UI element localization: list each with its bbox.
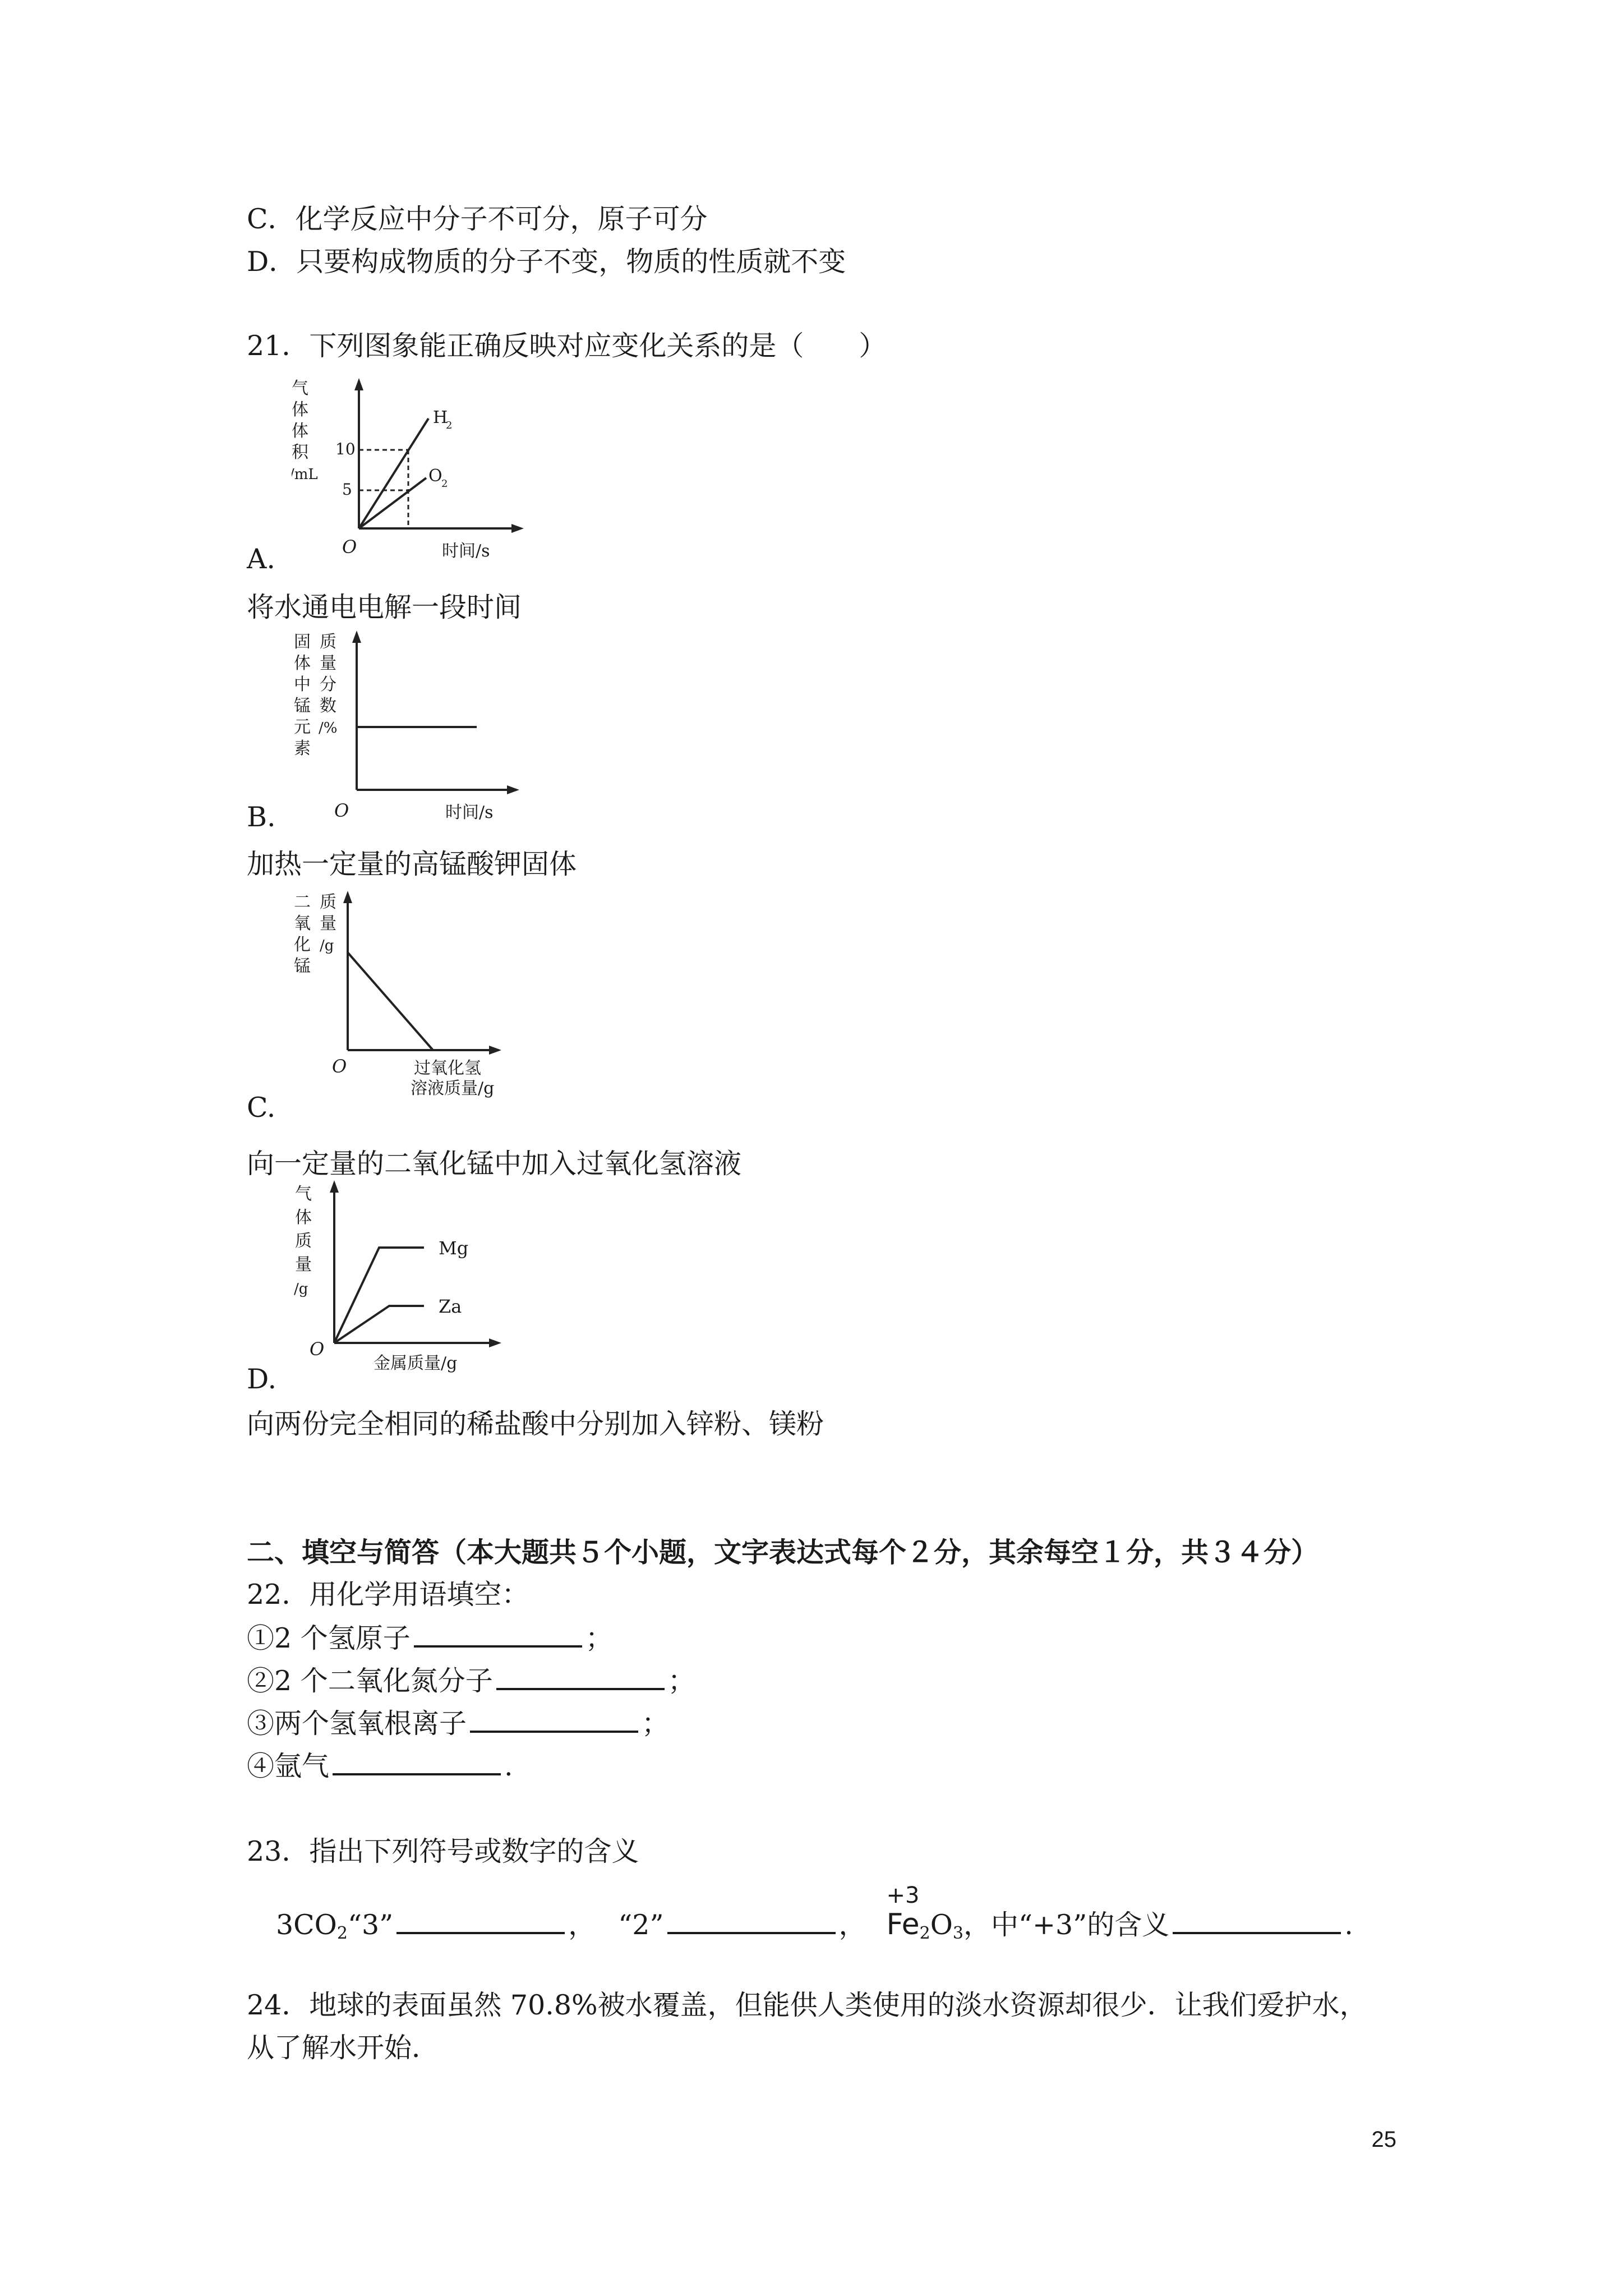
graph-c-letter: C. bbox=[247, 1092, 276, 1124]
q22-item-1-text: ①2 个氢原子 bbox=[247, 1622, 411, 1654]
graph-a-tick-5: 5 bbox=[342, 480, 352, 499]
graph-d-ylabel-2: 质 bbox=[295, 1231, 312, 1251]
graph-c-ycol2-2: /g bbox=[320, 937, 334, 954]
q22-item-4-end: . bbox=[504, 1750, 513, 1782]
answer-blank[interactable] bbox=[333, 1751, 501, 1775]
answer-blank[interactable] bbox=[1173, 1910, 1341, 1934]
q24-line-1: 24．地球的表面虽然 70.8%被水覆盖，但能供人类使用的淡水资源却很少．让我们爱护水， bbox=[247, 1989, 1367, 2021]
graph-a-line-o2 bbox=[359, 478, 426, 528]
graph-d-caption: 向两份完全相同的稀盐酸中分别加入锌粉、镁粉 bbox=[247, 1408, 824, 1440]
option-d: D．只要构成物质的分子不变，物质的性质就不变 bbox=[247, 246, 846, 278]
graph-c-xlabel-2: 溶液质量/g bbox=[411, 1079, 495, 1098]
graph-b-xlabel: 时间/s bbox=[445, 803, 494, 822]
graph-a-ylabel-2: 体 bbox=[292, 421, 308, 441]
graph-a-line-h2 bbox=[359, 418, 428, 528]
graph-c-ycol1-0: 二 bbox=[294, 892, 311, 912]
q23-quote-3: “3” bbox=[347, 1909, 394, 1941]
q23-mid: ，中“+3”的含义 bbox=[963, 1909, 1170, 1941]
graph-d-letter: D. bbox=[247, 1363, 277, 1395]
co2-subscript: 2 bbox=[336, 1924, 348, 1943]
q23-comma-1: ， bbox=[568, 1909, 596, 1941]
graph-b-letter: B. bbox=[247, 801, 276, 833]
q23-stem: 23．指出下列符号或数字的含义 bbox=[247, 1835, 639, 1867]
graph-d-zn-label: Za bbox=[439, 1296, 462, 1317]
graph-b-ycol2-1: 量 bbox=[320, 654, 336, 673]
graph-a-tick-10: 10 bbox=[335, 440, 356, 458]
fe-symbol: Fe bbox=[886, 1908, 920, 1941]
graph-d-ylabel-3: 量 bbox=[295, 1255, 312, 1274]
q22-item-1 bbox=[247, 1621, 613, 1656]
graph-b-ycol1-2: 中 bbox=[294, 675, 311, 694]
q22-item-3 bbox=[247, 1706, 669, 1741]
q21-stem: 21．下列图象能正确反映对应变化关系的是（ ） bbox=[247, 330, 887, 362]
q22-item-2 bbox=[247, 1664, 695, 1699]
graph-b-ycol1-5: 素 bbox=[294, 739, 311, 758]
graph-a-ylabel-4: /mL bbox=[292, 466, 318, 483]
q22-item-1-end: ； bbox=[585, 1622, 613, 1654]
q22-item-2-text: ②2 个二氧化氮分子 bbox=[247, 1665, 493, 1697]
graph-a-letter: A. bbox=[247, 543, 275, 575]
graph-b-ycol1-4: 元 bbox=[294, 717, 311, 737]
graph-d-ylabel-0: 气 bbox=[295, 1184, 312, 1204]
option-c: C．化学反应中分子不可分，原子可分 bbox=[247, 203, 708, 235]
q24-line-2: 从了解水开始． bbox=[247, 2032, 440, 2064]
graph-b-caption: 加热一定量的高锰酸钾固体 bbox=[247, 848, 577, 880]
q23-quote-2: “2” bbox=[618, 1909, 664, 1941]
graph-d-line-mg bbox=[334, 1248, 424, 1343]
page-number: 25 bbox=[1371, 2127, 1396, 2152]
graph-a-h2-label: H bbox=[433, 408, 448, 427]
graph-a-o2-label: O bbox=[428, 466, 442, 486]
answer-blank[interactable] bbox=[667, 1910, 836, 1934]
graph-d-ylabel-4: /g bbox=[294, 1281, 308, 1297]
graph-a bbox=[292, 376, 550, 569]
q22-item-2-end: ； bbox=[667, 1665, 695, 1697]
graph-c-origin: O bbox=[332, 1056, 347, 1077]
graph-b-ycol2-3: 数 bbox=[320, 696, 336, 716]
answer-blank[interactable] bbox=[414, 1623, 582, 1648]
o-subscript: 3 bbox=[952, 1924, 963, 1943]
graph-d-origin: O bbox=[310, 1338, 325, 1360]
graph-a-o2-sub: 2 bbox=[441, 478, 448, 490]
graph-c-ycol1-3: 锰 bbox=[294, 956, 311, 976]
graph-b-origin: O bbox=[334, 800, 349, 821]
q22-item-3-text: ③两个氢氧根离子 bbox=[247, 1708, 467, 1740]
graph-c bbox=[292, 889, 550, 1104]
answer-blank[interactable] bbox=[496, 1665, 665, 1690]
fe2o3-formula bbox=[886, 1883, 920, 1943]
answer-blank[interactable] bbox=[396, 1910, 565, 1934]
graph-b-ycol2-0: 质 bbox=[320, 632, 336, 652]
q23-end: . bbox=[1344, 1909, 1353, 1941]
graph-c-line bbox=[348, 953, 433, 1050]
graph-c-xlabel-1: 过氧化氢 bbox=[414, 1059, 481, 1078]
graph-b-ycol2-4: /% bbox=[319, 720, 338, 737]
graph-b-ycol2-2: 分 bbox=[320, 675, 336, 694]
graph-d-line-zn bbox=[334, 1306, 424, 1343]
graph-a-h2-sub: 2 bbox=[446, 420, 453, 431]
q23-comma-2: ， bbox=[838, 1909, 866, 1941]
o-symbol: O bbox=[930, 1909, 953, 1941]
q22-item-4 bbox=[247, 1749, 513, 1784]
graph-b-ycol1-0: 固 bbox=[294, 632, 311, 652]
graph-a-ylabel-1: 体 bbox=[292, 400, 308, 420]
graph-a-ylabel-3: 积 bbox=[292, 443, 308, 462]
graph-d-xlabel: 金属质量/g bbox=[374, 1354, 458, 1373]
co2-formula: 3CO bbox=[276, 1909, 337, 1941]
graph-d-mg-label: Mg bbox=[439, 1237, 469, 1259]
graph-b-ycol1-1: 体 bbox=[294, 654, 311, 673]
valence-mark: +3 bbox=[886, 1883, 920, 1908]
q22-stem: 22．用化学用语填空： bbox=[247, 1579, 529, 1611]
graph-c-ycol1-2: 化 bbox=[294, 935, 311, 955]
graph-d bbox=[292, 1178, 550, 1393]
graph-a-ylabel-0: 气 bbox=[292, 379, 308, 398]
graph-c-ycol2-0: 质 bbox=[320, 892, 336, 912]
q22-item-4-text: ④氩气 bbox=[247, 1750, 330, 1782]
fe-subscript: 2 bbox=[919, 1924, 930, 1943]
graph-c-ycol1-1: 氧 bbox=[294, 914, 311, 933]
graph-c-ycol2-1: 量 bbox=[320, 914, 336, 933]
section2-heading: 二、填空与简答（本大题共５个小题，文字表达式每个２分，其余每空１分，共３４分） bbox=[247, 1536, 1319, 1568]
q22-item-3-end: ； bbox=[642, 1708, 670, 1740]
graph-c-caption: 向一定量的二氧化锰中加入过氧化氢溶液 bbox=[247, 1148, 742, 1180]
graph-b-ycol1-3: 锰 bbox=[294, 696, 311, 716]
graph-a-origin: O bbox=[342, 536, 357, 558]
answer-blank[interactable] bbox=[470, 1708, 638, 1733]
graph-a-caption: 将水通电电解一段时间 bbox=[247, 591, 522, 623]
graph-a-xlabel: 时间/s bbox=[442, 541, 490, 561]
q23-line bbox=[276, 1883, 1353, 1951]
graph-b bbox=[292, 628, 550, 832]
graph-d-ylabel-1: 体 bbox=[295, 1208, 312, 1227]
